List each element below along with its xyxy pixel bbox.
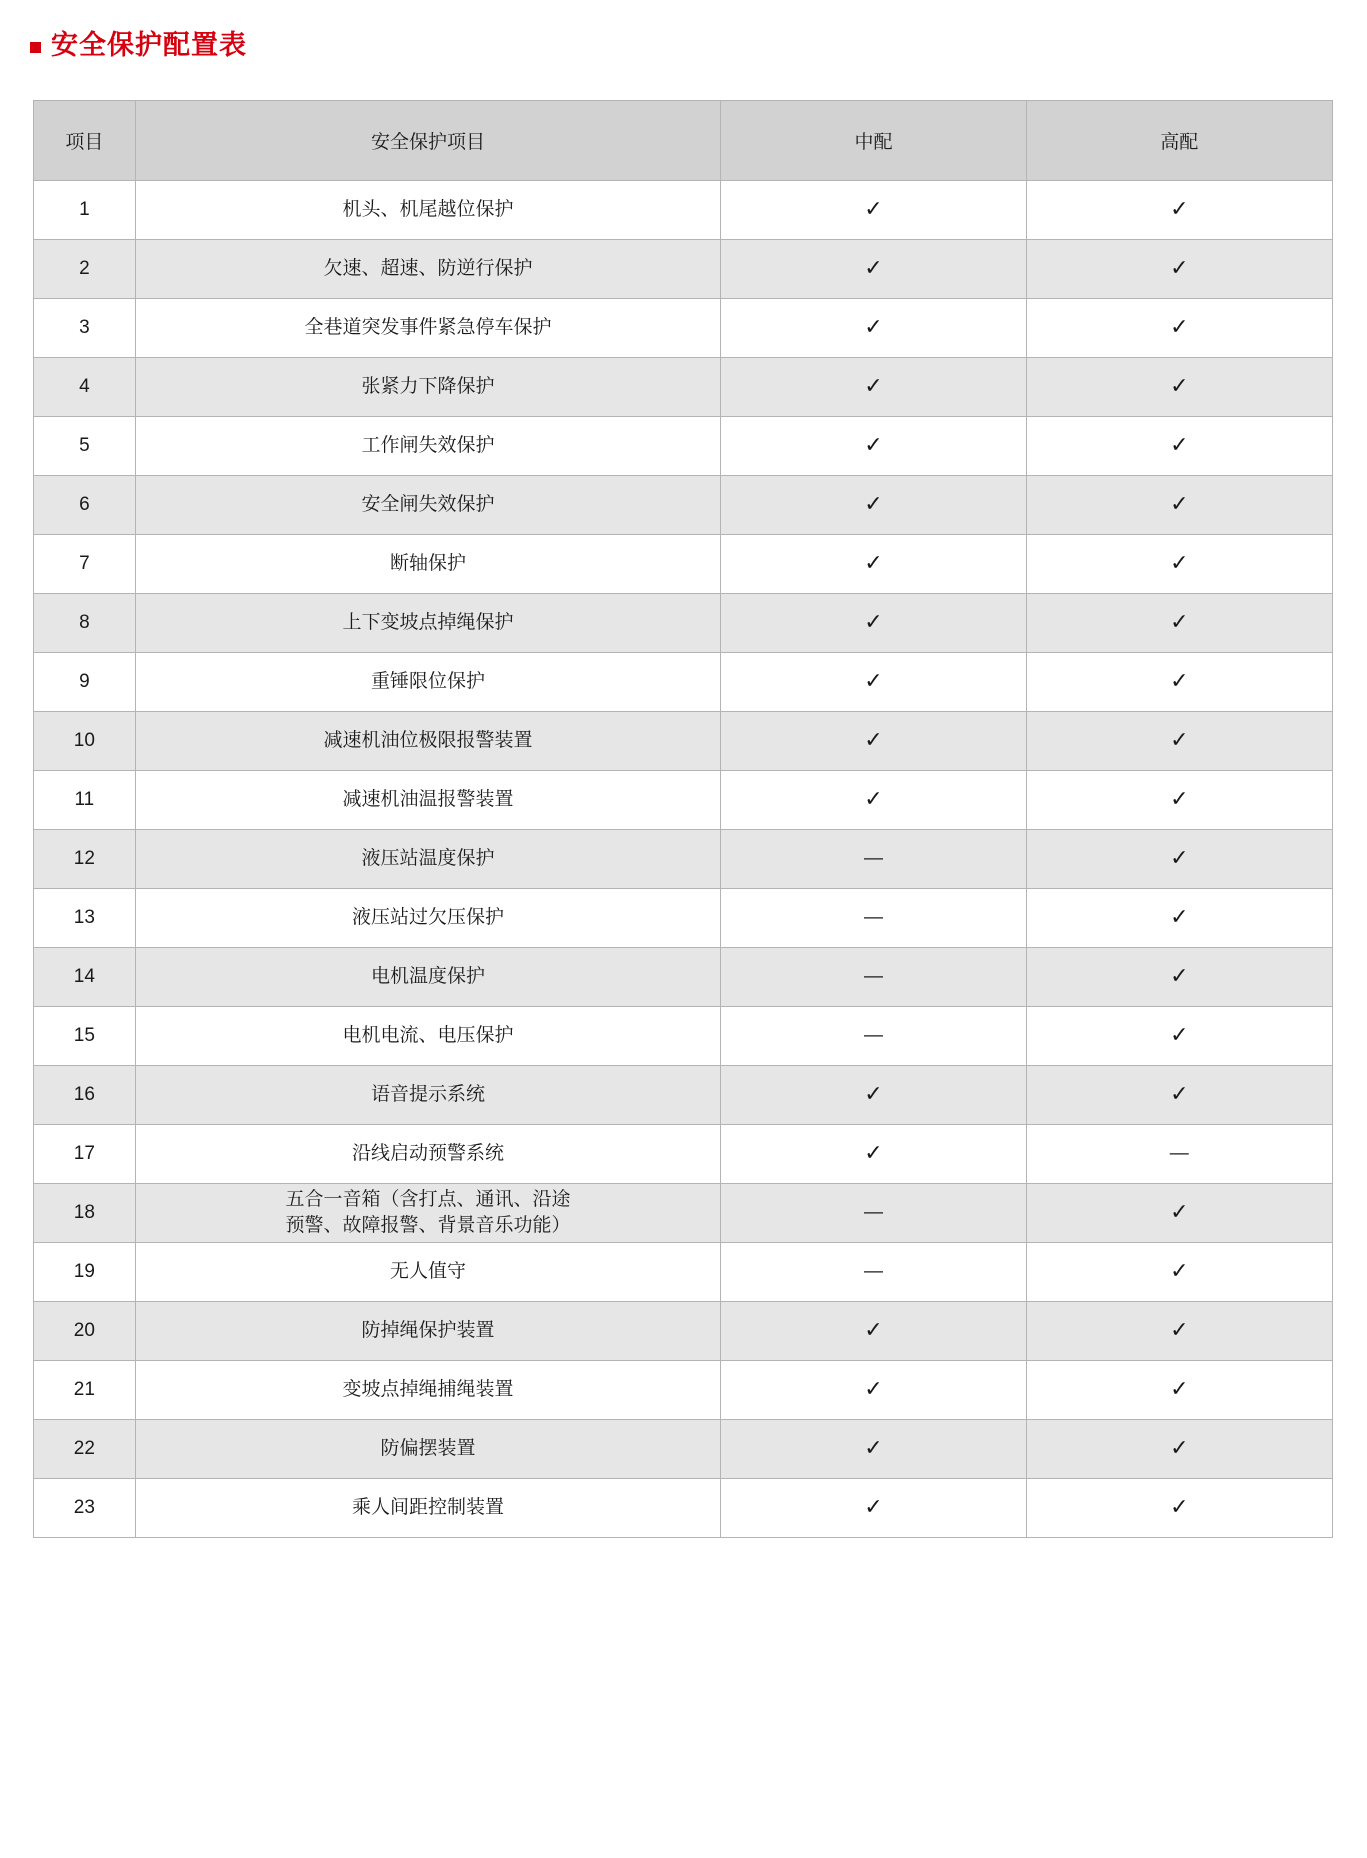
cell-item-name-line: 重锤限位保护 xyxy=(371,671,486,693)
cell-mid-config xyxy=(721,299,1026,358)
column-header-item: 安全保护项目 xyxy=(135,101,721,181)
cell-item-name-line: 张紧力下降保护 xyxy=(361,376,495,398)
check-icon: ✓ xyxy=(864,668,883,693)
check-icon: ✓ xyxy=(864,255,883,280)
cell-mid-config xyxy=(721,1066,1026,1125)
cell-mid-config xyxy=(721,771,1026,830)
table-row xyxy=(34,594,1333,653)
cell-item-name xyxy=(135,771,721,830)
table-row xyxy=(34,830,1333,889)
table-row xyxy=(34,1302,1333,1361)
cell-high-config xyxy=(1026,1007,1332,1066)
cell-index: 15 xyxy=(34,1007,136,1066)
table-row xyxy=(34,948,1333,1007)
cell-item-name-line: 工作闸失效保护 xyxy=(361,435,495,457)
cell-mid-config xyxy=(721,1479,1026,1538)
cell-item-name xyxy=(135,1007,721,1066)
check-icon: ✓ xyxy=(864,1494,883,1519)
column-header-mid: 中配 xyxy=(721,101,1026,181)
check-icon: ✓ xyxy=(1170,845,1189,870)
cell-item-name-line: 液压站过欠压保护 xyxy=(352,907,505,929)
cell-mid-config xyxy=(721,889,1026,948)
cell-item-name xyxy=(135,240,721,299)
table-row xyxy=(34,712,1333,771)
dash-icon: — xyxy=(863,907,883,928)
table-row xyxy=(34,771,1333,830)
cell-item-name xyxy=(135,299,721,358)
cell-index: 14 xyxy=(34,948,136,1007)
table-row xyxy=(34,1243,1333,1302)
table-row xyxy=(34,889,1333,948)
check-icon: ✓ xyxy=(1170,1494,1189,1519)
cell-high-config xyxy=(1026,889,1332,948)
cell-item-name-line: 预警、故障报警、背景音乐功能） xyxy=(285,1215,571,1236)
table-row xyxy=(34,1361,1333,1420)
cell-index: 19 xyxy=(34,1243,136,1302)
cell-high-config xyxy=(1026,1184,1332,1243)
cell-high-config xyxy=(1026,240,1332,299)
cell-item-name xyxy=(135,889,721,948)
column-header-index: 项目 xyxy=(34,101,136,181)
cell-mid-config xyxy=(721,1007,1026,1066)
dash-icon: — xyxy=(863,1025,883,1046)
dash-icon: — xyxy=(863,966,883,987)
cell-mid-config xyxy=(721,653,1026,712)
cell-high-config xyxy=(1026,653,1332,712)
check-icon: ✓ xyxy=(1170,491,1189,516)
table-row xyxy=(34,1479,1333,1538)
cell-high-config xyxy=(1026,476,1332,535)
cell-item-name-line: 变坡点掉绳捕绳装置 xyxy=(342,1379,514,1401)
cell-mid-config xyxy=(721,830,1026,889)
cell-index: 20 xyxy=(34,1302,136,1361)
cell-item-name xyxy=(135,594,721,653)
cell-index: 16 xyxy=(34,1066,136,1125)
check-icon: ✓ xyxy=(1170,904,1189,929)
cell-mid-config xyxy=(721,948,1026,1007)
check-icon: ✓ xyxy=(1170,1022,1189,1047)
check-icon: ✓ xyxy=(1170,727,1189,752)
cell-high-config xyxy=(1026,1361,1332,1420)
cell-high-config xyxy=(1026,712,1332,771)
check-icon: ✓ xyxy=(1170,786,1189,811)
cell-item-name xyxy=(135,712,721,771)
check-icon: ✓ xyxy=(1170,1317,1189,1342)
cell-mid-config xyxy=(721,1361,1026,1420)
cell-index: 12 xyxy=(34,830,136,889)
cell-item-name-line: 安全闸失效保护 xyxy=(361,494,495,516)
check-icon: ✓ xyxy=(864,491,883,516)
cell-index: 8 xyxy=(34,594,136,653)
cell-item-name-line: 乘人间距控制装置 xyxy=(352,1497,505,1519)
cell-item-name-line: 断轴保护 xyxy=(390,553,467,575)
cell-item-name xyxy=(135,1125,721,1184)
cell-high-config xyxy=(1026,299,1332,358)
cell-item-name-line: 防掉绳保护装置 xyxy=(361,1320,495,1342)
cell-index: 3 xyxy=(34,299,136,358)
cell-item-name-line: 五合一音箱（含打点、通讯、沿途 xyxy=(285,1189,571,1211)
safety-config-table-wrapper xyxy=(33,100,1333,1538)
cell-high-config xyxy=(1026,1125,1332,1184)
table-row xyxy=(34,1125,1333,1184)
check-icon: ✓ xyxy=(864,1140,883,1165)
cell-mid-config xyxy=(721,1420,1026,1479)
cell-item-name-line: 减速机油温报警装置 xyxy=(342,789,514,811)
check-icon: ✓ xyxy=(1170,550,1189,575)
check-icon: ✓ xyxy=(1170,668,1189,693)
cell-item-name xyxy=(135,1066,721,1125)
check-icon: ✓ xyxy=(1170,196,1189,221)
cell-item-name-line: 欠速、超速、防逆行保护 xyxy=(323,258,533,280)
check-icon: ✓ xyxy=(1170,609,1189,634)
cell-item-name-line: 电机温度保护 xyxy=(371,966,486,988)
check-icon: ✓ xyxy=(1170,373,1189,398)
cell-index: 21 xyxy=(34,1361,136,1420)
title-bullet-icon xyxy=(30,42,41,53)
cell-item-name xyxy=(135,1243,721,1302)
table-header-row xyxy=(34,101,1333,181)
cell-item-name-line: 机头、机尾越位保护 xyxy=(342,199,514,221)
cell-high-config xyxy=(1026,948,1332,1007)
cell-index: 1 xyxy=(34,181,136,240)
check-icon: ✓ xyxy=(1170,963,1189,988)
check-icon: ✓ xyxy=(1170,1081,1189,1106)
cell-item-name xyxy=(135,948,721,1007)
check-icon: ✓ xyxy=(1170,1258,1189,1283)
table-row xyxy=(34,299,1333,358)
cell-mid-config xyxy=(721,712,1026,771)
cell-mid-config xyxy=(721,594,1026,653)
cell-item-name-line: 液压站温度保护 xyxy=(361,848,495,870)
cell-high-config xyxy=(1026,535,1332,594)
cell-item-name-line: 电机电流、电压保护 xyxy=(342,1025,514,1047)
cell-item-name-line: 上下变坡点掉绳保护 xyxy=(342,612,514,634)
table-row xyxy=(34,1007,1333,1066)
cell-item-name xyxy=(135,181,721,240)
dash-icon: — xyxy=(1169,1143,1189,1164)
cell-item-name xyxy=(135,1184,721,1243)
check-icon: ✓ xyxy=(1170,255,1189,280)
cell-item-name-line: 防偏摆装置 xyxy=(380,1438,476,1460)
cell-item-name xyxy=(135,1479,721,1538)
table-row xyxy=(34,240,1333,299)
check-icon: ✓ xyxy=(864,432,883,457)
table-row xyxy=(34,535,1333,594)
cell-item-name xyxy=(135,476,721,535)
cell-item-name xyxy=(135,358,721,417)
page-title xyxy=(30,32,247,59)
cell-mid-config xyxy=(721,1302,1026,1361)
cell-high-config xyxy=(1026,181,1332,240)
dash-icon: — xyxy=(863,1261,883,1282)
table-row xyxy=(34,1420,1333,1479)
check-icon: ✓ xyxy=(864,1081,883,1106)
cell-index: 10 xyxy=(34,712,136,771)
cell-mid-config xyxy=(721,1125,1026,1184)
cell-mid-config xyxy=(721,1243,1026,1302)
safety-config-table xyxy=(33,100,1333,1538)
cell-index: 2 xyxy=(34,240,136,299)
check-icon: ✓ xyxy=(864,550,883,575)
cell-high-config xyxy=(1026,771,1332,830)
cell-item-name xyxy=(135,653,721,712)
check-icon: ✓ xyxy=(1170,432,1189,457)
cell-index: 5 xyxy=(34,417,136,476)
cell-item-name-line: 减速机油位极限报警装置 xyxy=(323,730,533,752)
cell-index: 23 xyxy=(34,1479,136,1538)
cell-mid-config xyxy=(721,240,1026,299)
cell-index: 18 xyxy=(34,1184,136,1243)
check-icon: ✓ xyxy=(864,1317,883,1342)
cell-high-config xyxy=(1026,594,1332,653)
check-icon: ✓ xyxy=(1170,1376,1189,1401)
cell-high-config xyxy=(1026,1302,1332,1361)
cell-mid-config xyxy=(721,1184,1026,1243)
cell-item-name-line: 语音提示系统 xyxy=(371,1084,486,1106)
check-icon: ✓ xyxy=(1170,314,1189,339)
cell-high-config xyxy=(1026,830,1332,889)
check-icon: ✓ xyxy=(864,1435,883,1460)
cell-high-config xyxy=(1026,358,1332,417)
cell-index: 13 xyxy=(34,889,136,948)
table-body xyxy=(34,181,1333,1538)
cell-index: 11 xyxy=(34,771,136,830)
dash-icon: — xyxy=(863,1202,883,1223)
cell-index: 22 xyxy=(34,1420,136,1479)
cell-index: 9 xyxy=(34,653,136,712)
cell-index: 4 xyxy=(34,358,136,417)
column-header-high: 高配 xyxy=(1026,101,1332,181)
cell-item-name xyxy=(135,1302,721,1361)
table-row xyxy=(34,358,1333,417)
table-row xyxy=(34,417,1333,476)
cell-high-config xyxy=(1026,1066,1332,1125)
cell-item-name xyxy=(135,1361,721,1420)
cell-item-name-line: 沿线启动预警系统 xyxy=(352,1143,505,1165)
table-row xyxy=(34,476,1333,535)
table-row xyxy=(34,653,1333,712)
cell-item-name-line: 全巷道突发事件紧急停车保护 xyxy=(304,317,552,339)
cell-mid-config xyxy=(721,417,1026,476)
cell-mid-config xyxy=(721,535,1026,594)
cell-item-name xyxy=(135,417,721,476)
check-icon: ✓ xyxy=(864,1376,883,1401)
cell-item-name-line: 无人值守 xyxy=(390,1261,467,1283)
table-row xyxy=(34,181,1333,240)
cell-index: 7 xyxy=(34,535,136,594)
cell-index: 6 xyxy=(34,476,136,535)
check-icon: ✓ xyxy=(864,373,883,398)
check-icon: ✓ xyxy=(864,609,883,634)
cell-index: 17 xyxy=(34,1125,136,1184)
page-title-text: 安全保护配置表 xyxy=(51,30,247,61)
cell-mid-config xyxy=(721,358,1026,417)
check-icon: ✓ xyxy=(1170,1435,1189,1460)
cell-item-name xyxy=(135,535,721,594)
cell-item-name xyxy=(135,1420,721,1479)
table-header xyxy=(34,101,1333,181)
cell-high-config xyxy=(1026,417,1332,476)
cell-high-config xyxy=(1026,1479,1332,1538)
cell-mid-config xyxy=(721,476,1026,535)
cell-mid-config xyxy=(721,181,1026,240)
table-row xyxy=(34,1066,1333,1125)
table-row xyxy=(34,1184,1333,1243)
cell-high-config xyxy=(1026,1243,1332,1302)
check-icon: ✓ xyxy=(864,727,883,752)
cell-item-name xyxy=(135,830,721,889)
check-icon: ✓ xyxy=(1170,1199,1189,1224)
dash-icon: — xyxy=(863,848,883,869)
check-icon: ✓ xyxy=(864,786,883,811)
check-icon: ✓ xyxy=(864,314,883,339)
cell-high-config xyxy=(1026,1420,1332,1479)
check-icon: ✓ xyxy=(864,196,883,221)
